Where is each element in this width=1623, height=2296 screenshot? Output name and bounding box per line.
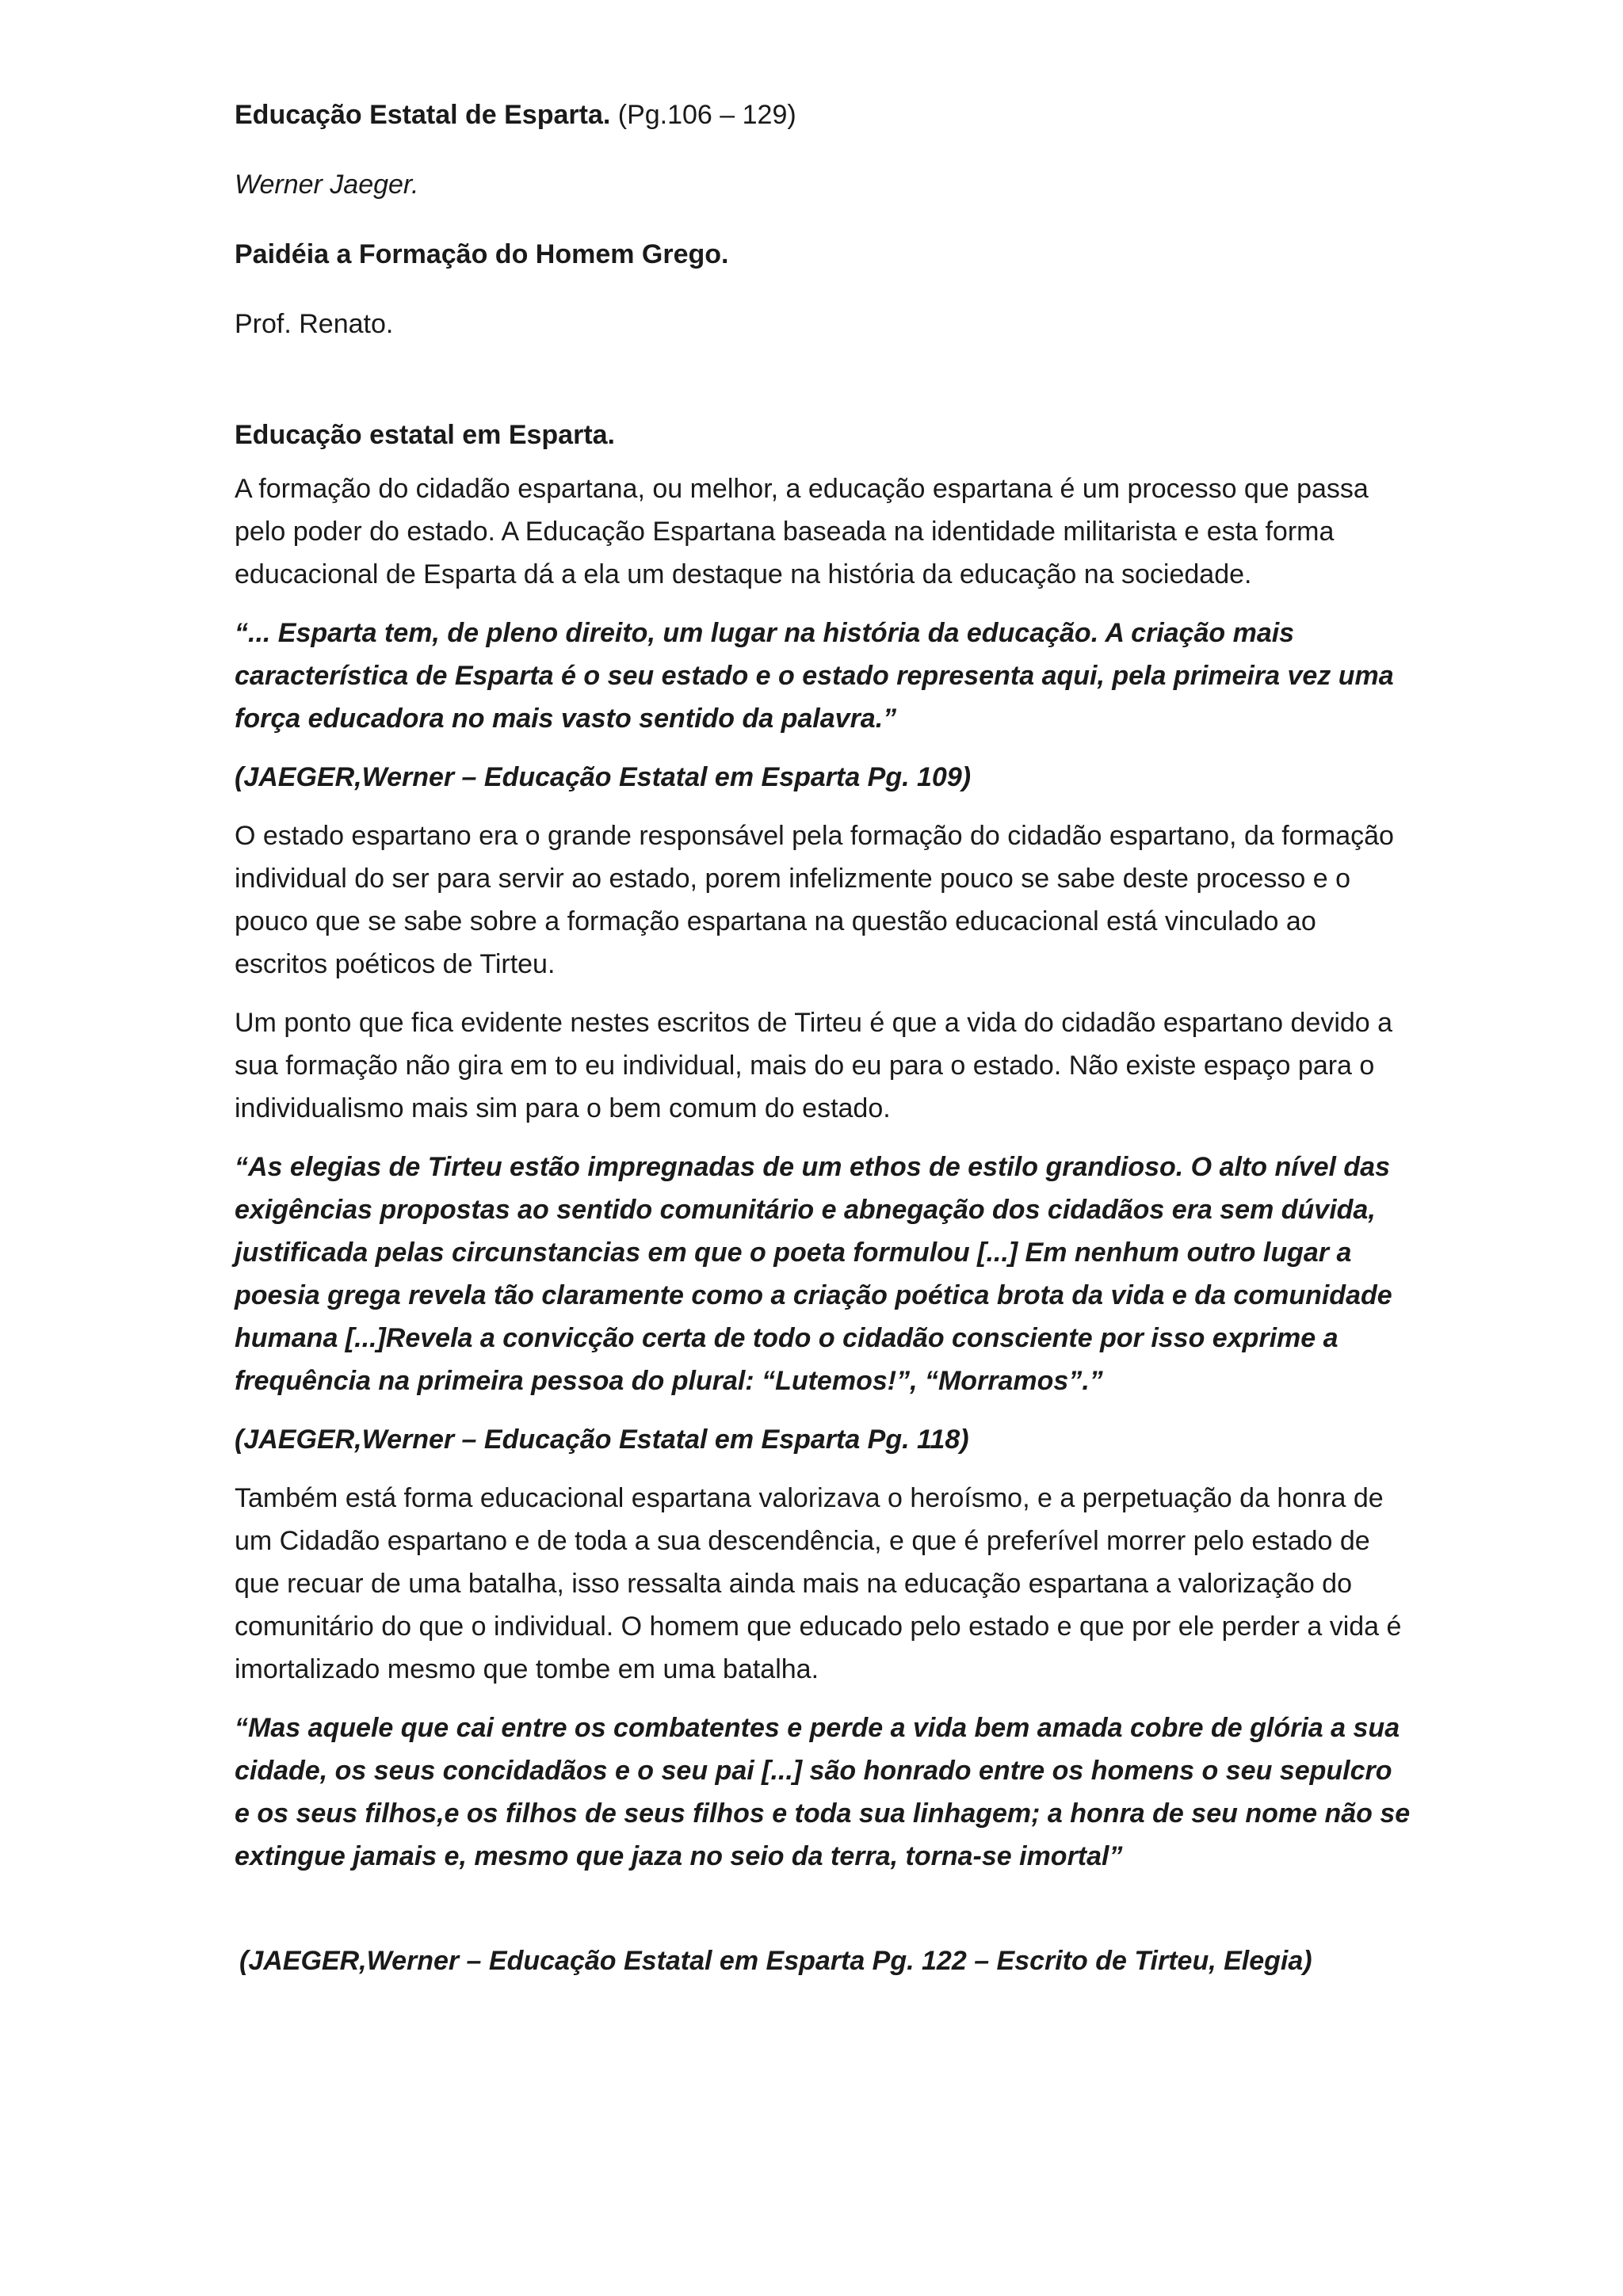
author-line: Werner Jaeger. [235, 170, 419, 200]
book-title: Paidéia a Formação do Homem Grego. [235, 239, 729, 269]
quote-1: “... Esparta tem, de pleno direito, um lugar na história da educação. A criação mais característica de Esparta é o seu estado e o estado representa aqui, pela primeira vez uma força educadora no mais vasto sentido da palavra.” [235, 618, 1394, 734]
paragraph-4: Também está forma educacional espartana valorizava o heroísmo, e a perpetuação da honra de um Cidadão espartano e de toda a sua descendência, e que é preferível morrer pelo estado de que recuar de uma batalha, isso ressalta ainda mais na educação espartana a valorização do comunitário do que o individual. O homem que educado pelo estado e que por ele perder a vida é imortalizado mesmo que tombe em uma batalha. [235, 1483, 1402, 1684]
paragraph-2: O estado espartano era o grande responsável pela formação do cidadão espartano, da formação individual do ser para servir ao estado, porem infelizmente pouco se sabe deste processo e o pouco que se sabe sobre a formação espartana na questão educacional está vinculado ao escritos poéticos de Tirteu. [235, 821, 1394, 979]
citation-2: (JAEGER,Werner – Educação Estatal em Esparta Pg. 118) [235, 1425, 969, 1455]
citation-3: (JAEGER,Werner – Educação Estatal em Esparta Pg. 122 – Escrito de Tirteu, Elegia) [239, 1946, 1312, 1976]
quote-2: “As elegias de Tirteu estão impregnadas de um ethos de estilo grandioso. O alto nível das exigências propostas ao sentido comunitário e abnegação dos cidadãos era sem dúvida, justificada pelas circunstancias em que o poeta formulou [...] Em nenhum outro lugar a poesia grega revela tão claramente como a criação poética brota da vida e da comunidade humana [...]Revela a convicção certa de todo o cidadão consciente por isso exprime a frequência na primeira pessoa do plural: “Lutemos!”, “Morramos”.” [235, 1152, 1392, 1396]
section-heading: Educação estatal em Esparta. [235, 420, 616, 450]
citation-1: (JAEGER,Werner – Educação Estatal em Esparta Pg. 109) [235, 762, 972, 792]
paragraph-3: Um ponto que fica evidente nestes escritos de Tirteu é que a vida do cidadão espartano devido a sua formação não gira em to eu individual, mais do eu para o estado. Não existe espaço para o individualismo mais sim para o bem comum do estado. [235, 1008, 1393, 1123]
title-page-range: (Pg.106 – 129) [610, 100, 796, 130]
professor-line: Prof. Renato. [235, 309, 394, 339]
document-page [235, 93, 1412, 1998]
quote-3: “Mas aquele que cai entre os combatentes e perde a vida bem amada cobre de glória a sua cidade, os seus concidadãos e o seu pai [...] são honrado entre os homens o seu sepulcro e os seus filhos,e os filhos de seus filhos e toda sua linhagem; a honra de seu nome não se extingue jamais e, mesmo que jaza no seio da terra, torna-se imortal” [235, 1713, 1411, 1871]
paragraph-1: A formação do cidadão espartana, ou melhor, a educação espartana é um processo que passa pelo poder do estado. A Educação Espartana baseada na identidade militarista e esta forma educacional de Esparta dá a ela um destaque na história da educação na sociedade. [235, 474, 1369, 589]
title-text: Educação Estatal de Esparta. [235, 100, 611, 130]
document-title [235, 93, 1412, 136]
